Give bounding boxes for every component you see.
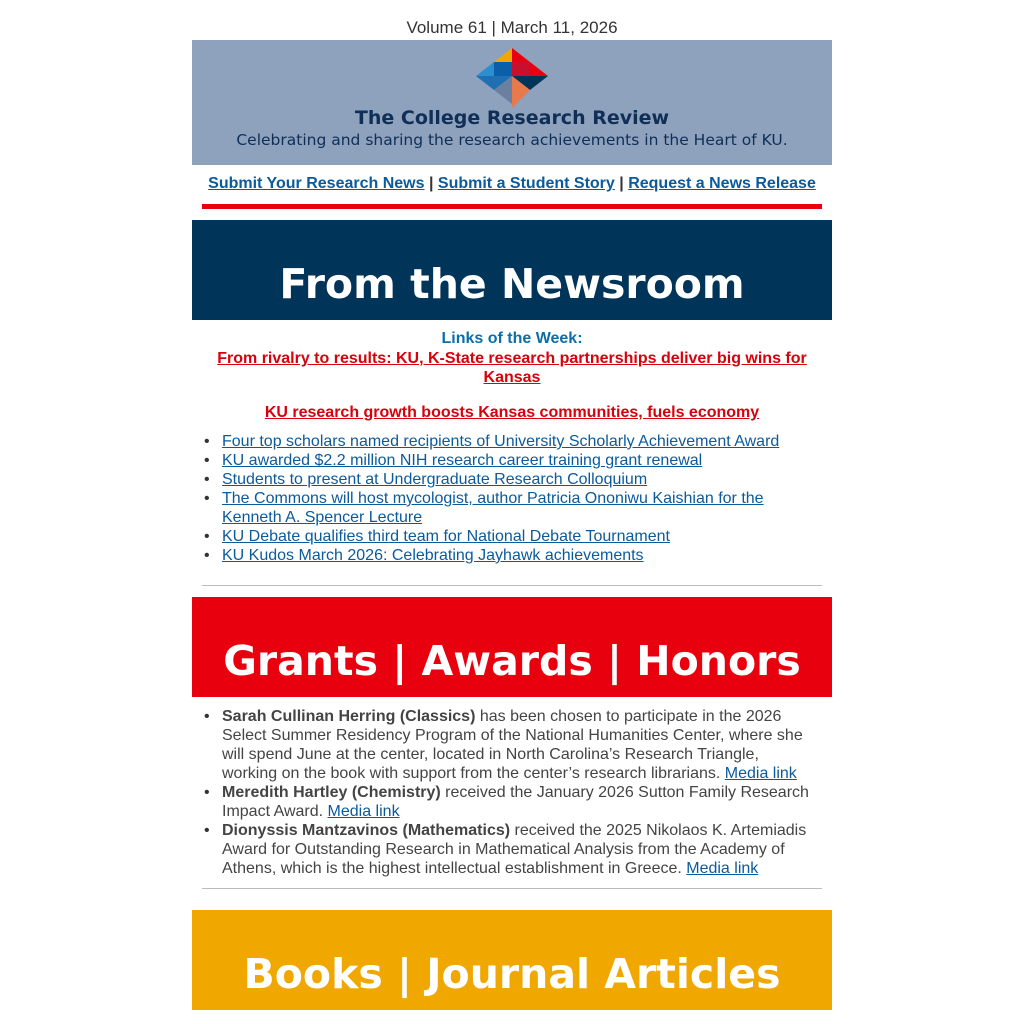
section-divider: [202, 888, 822, 889]
quicklinks-bar: [192, 175, 832, 193]
books-section-header: Books | Journal Articles: [192, 910, 832, 1010]
newsroom-link-list: [204, 432, 802, 565]
bullet-icon: •: [204, 528, 210, 545]
submit-research-news-link[interactable]: Submit Your Research News: [208, 175, 425, 192]
bullet-icon: •: [204, 433, 210, 450]
bullet-icon: •: [204, 708, 210, 725]
ku-pinwheel-logo-icon: [474, 46, 550, 110]
list-item: [204, 451, 802, 470]
bullet-icon: •: [204, 471, 210, 488]
award-description: received the January 2026 Sutton Family Research Impact Award.: [222, 784, 809, 820]
bullet-icon: •: [204, 452, 210, 469]
honoree-name: Dionyssis Mantzavinos (Mathematics): [222, 822, 511, 839]
list-item: [204, 707, 817, 783]
feature-link[interactable]: KU research growth boosts Kansas communities, fuels economy: [264, 404, 760, 421]
bullet-icon: •: [204, 490, 210, 507]
feature-link-container: [212, 349, 812, 387]
request-news-release-link[interactable]: Request a News Release: [628, 175, 816, 192]
list-item: [204, 783, 817, 821]
quicklinks-separator: |: [428, 175, 434, 192]
news-link[interactable]: Students to present at Undergraduate Research Colloquium: [222, 471, 648, 488]
list-item: [204, 546, 802, 565]
media-link[interactable]: Media link: [724, 765, 797, 782]
submit-student-story-link[interactable]: Submit a Student Story: [437, 175, 615, 192]
list-item: [204, 527, 802, 546]
awards-list: [204, 707, 817, 878]
red-divider: [202, 204, 822, 209]
news-link[interactable]: KU Kudos March 2026: Celebrating Jayhawk achievements: [222, 547, 644, 564]
news-link[interactable]: KU Debate qualifies third team for National Debate Tournament: [222, 528, 670, 545]
links-of-the-week-label: Links of the Week:: [441, 330, 583, 347]
news-link[interactable]: The Commons will host mycologist, author Patricia Ononiwu Kaishian for the Kenneth A. Spencer Lecture: [222, 490, 764, 526]
bullet-icon: •: [204, 822, 210, 839]
news-link[interactable]: KU awarded $2.2 million NIH research career training grant renewal: [222, 452, 703, 469]
feature-link[interactable]: From rivalry to results: KU, K-State research partnerships deliver big wins for Kansas: [217, 350, 807, 386]
bullet-icon: •: [204, 784, 210, 801]
newsroom-section-header: From the Newsroom: [192, 220, 832, 320]
quicklinks-separator: |: [619, 175, 624, 192]
volume-date-line: Volume 61 | March 11, 2026: [406, 18, 618, 37]
newsletter-title: The College Research Review: [354, 107, 670, 129]
list-item: [204, 489, 802, 527]
award-description: received the 2025 Nikolaos K. Artemiadis Award for Outstanding Research in Mathematical Analysis from the Academy of Athens, which is the highest intellectual establishment in Greece.: [222, 822, 807, 877]
feature-link-container: [212, 403, 812, 422]
list-item: [204, 470, 802, 489]
newsletter-tagline: Celebrating and sharing the research achievements in the Heart of KU.: [236, 131, 788, 149]
list-item: [204, 432, 802, 451]
grants-section-header: Grants | Awards | Honors: [192, 597, 832, 697]
honoree-name: Meredith Hartley (Chemistry): [222, 784, 441, 801]
award-description: has been chosen to participate in the 2026 Select Summer Residency Program of the National Humanities Center, where she will spend June at the center, located in North Carolina’s Research Triangle, working on the book with support from the center’s research librarians.: [222, 708, 803, 782]
list-item: [204, 821, 817, 878]
bullet-icon: •: [204, 547, 210, 564]
masthead-banner: [192, 40, 832, 165]
media-link[interactable]: Media link: [327, 803, 400, 820]
section-divider: [202, 585, 822, 586]
media-link[interactable]: Media link: [686, 860, 759, 877]
honoree-name: Sarah Cullinan Herring (Classics): [222, 708, 476, 725]
news-link[interactable]: Four top scholars named recipients of University Scholarly Achievement Award: [222, 433, 780, 450]
